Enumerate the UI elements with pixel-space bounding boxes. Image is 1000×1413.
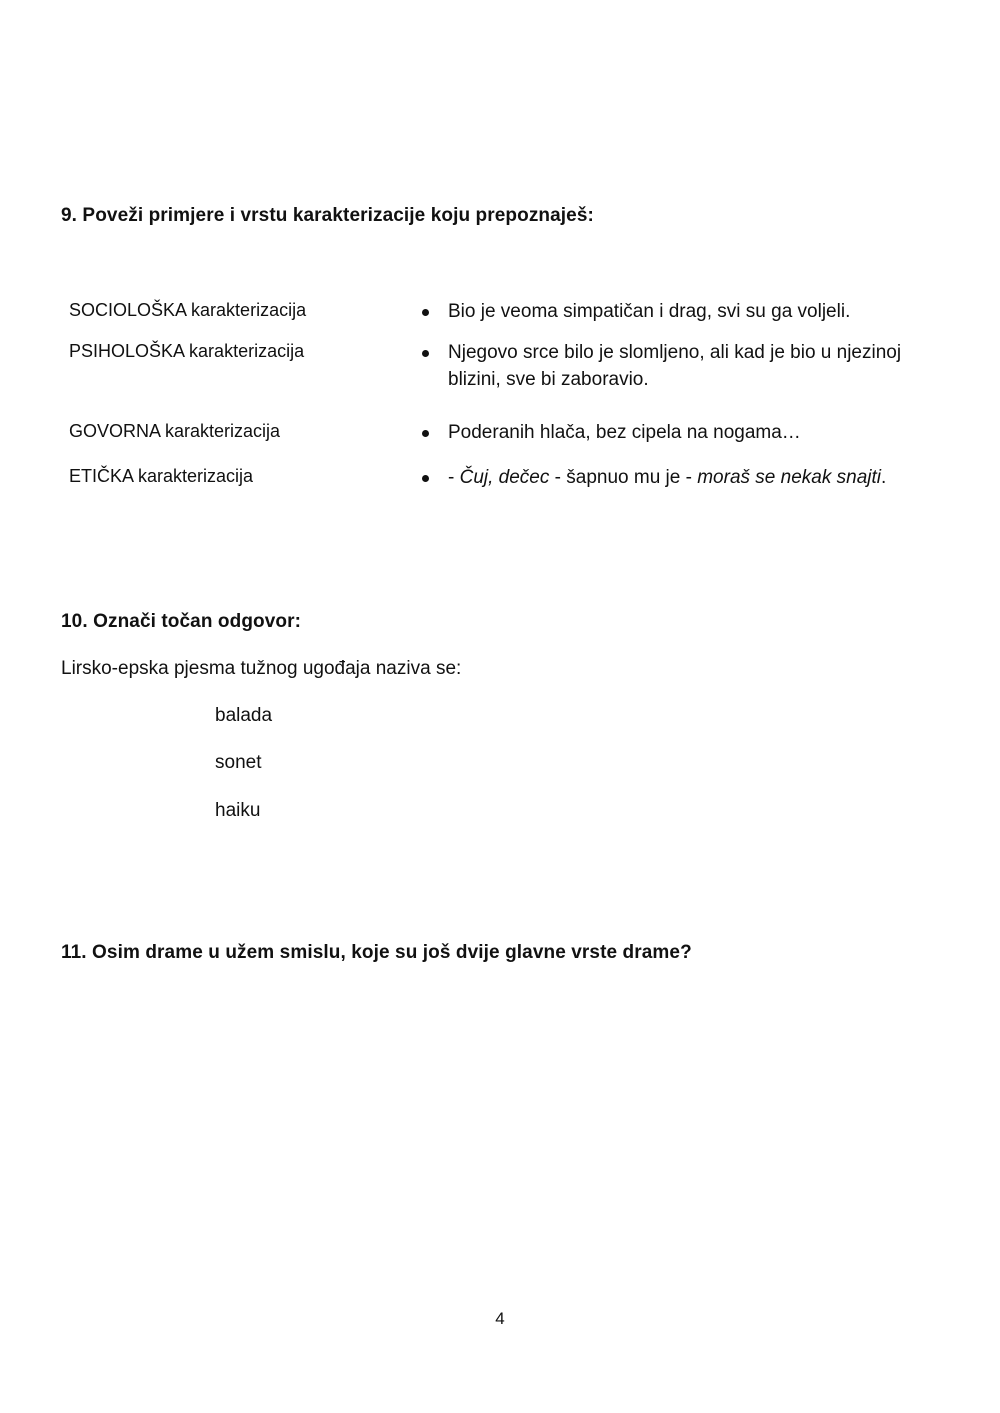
question-11-heading: 11. Osim drame u užem smislu, koje su još dvije glavne vrste drame?: [61, 942, 692, 963]
bullet-icon: [422, 475, 429, 482]
bullet-icon: [422, 430, 429, 437]
quote-end: .: [880, 467, 887, 488]
right-item-3[interactable]: Poderanih hlača, bez cipela na nogama…: [448, 422, 801, 443]
quote-middle: - šapnuo mu je -: [549, 467, 698, 488]
right-item-2-line2: blizini, sve bi zaboravio.: [448, 369, 649, 390]
left-item-sociological[interactable]: SOCIOLOŠKA karakterizacija: [69, 300, 307, 320]
question-10-heading: 10. Označi točan odgovor:: [61, 611, 302, 632]
option-haiku[interactable]: haiku: [215, 800, 261, 821]
quote-italic-1: Čuj, dečec: [459, 467, 550, 488]
question-10-text: Lirsko-epska pjesma tužnog ugođaja naziva se:: [61, 658, 462, 679]
option-sonet[interactable]: sonet: [215, 752, 262, 773]
right-item-4[interactable]: [448, 464, 948, 491]
bullet-icon: [422, 350, 429, 357]
left-item-psychological[interactable]: PSIHOLOŠKA karakterizacija: [69, 341, 305, 361]
bullet-icon: [422, 309, 429, 316]
right-item-2[interactable]: [448, 339, 948, 393]
dash: -: [448, 467, 460, 488]
quote-italic-2: moraš se nekak snajti: [697, 467, 881, 488]
option-balada[interactable]: balada: [215, 705, 273, 726]
right-item-1[interactable]: Bio je veoma simpatičan i drag, svi su ga voljeli.: [448, 301, 851, 322]
page-number: 4: [495, 1309, 505, 1328]
right-item-2-line1: Njegovo srce bilo je slomljeno, ali kad je bio u njezinoj: [448, 342, 902, 363]
left-item-ethical[interactable]: ETIČKA karakterizacija: [69, 466, 254, 486]
left-item-speech[interactable]: GOVORNA karakterizacija: [69, 421, 281, 441]
question-9-heading: 9. Poveži primjere i vrstu karakterizacije koju prepoznaješ:: [61, 205, 594, 226]
